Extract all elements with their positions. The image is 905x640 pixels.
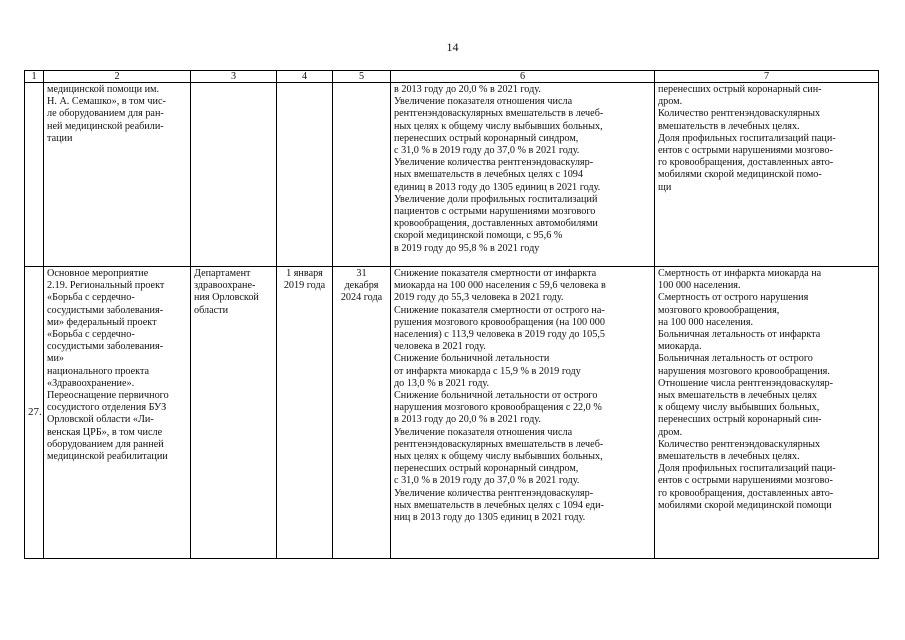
text-line: рентгенэндоваскулярных вмешательств в лечеб- (394, 438, 604, 450)
text-line: Снижение больничной летальности (394, 353, 550, 365)
table-row (25, 83, 879, 267)
text-line: Увеличение доли профильных госпитализаций (394, 193, 598, 205)
text-line: Переоснащение первичного (47, 390, 169, 402)
row-number-cell (25, 83, 44, 267)
text-line: венская ЦРБ», в том числе (47, 426, 163, 438)
text-line: Увеличение количества рентгенэндоваскуляр- (394, 487, 594, 499)
text-line: 2.19. Региональный проект (47, 280, 165, 292)
text-line: ентов с острыми нарушениями мозгово- (658, 475, 833, 487)
text-line: рушения мозгового кровообращения (на 100 000 (394, 316, 605, 328)
text-line: в 2013 году до 20,0 % в 2021 году. (394, 84, 541, 95)
text-line: медицинской реабилитации (47, 451, 168, 463)
text-line: здравоохране- (194, 280, 256, 292)
text-line: ентов с острыми нарушениями мозгово- (658, 145, 833, 157)
text-line: Увеличение показателя отношения числа (394, 426, 573, 438)
text-line: ных целях к общему числу выбывших больных, (394, 451, 603, 463)
text-line: перенесших острый коронарный синдром, (394, 463, 579, 475)
text-line: рентгенэндоваскулярных вмешательств в лечеб- (394, 108, 604, 120)
text-line: сосудистого отделения БУЗ (47, 402, 167, 414)
text-line: «Здравоохранение». (47, 377, 135, 389)
text-line: Орловской области «Ли- (47, 414, 154, 426)
text-line: Снижение больничной летальности от острого (394, 390, 598, 402)
text-line: оборудованием для ранней (47, 438, 164, 450)
text-line: 2019 году до 55,3 человека в 2021 году. (394, 292, 564, 304)
executor-cell (191, 83, 277, 267)
text-line: национального проекта (47, 365, 150, 377)
text-line: «Борьба с сердечно- (47, 292, 135, 304)
text-line: го кровообращения, доставленных авто- (658, 487, 834, 499)
page-number: 14 (446, 40, 459, 54)
text-line: ми» (47, 353, 64, 365)
text-line: Основное мероприятие (47, 268, 149, 279)
header-cell: 4 (277, 71, 333, 83)
text-line: единиц в 2013 году до 1305 единиц в 2021 году. (394, 181, 601, 193)
text-line: Количество рентгенэндоваскулярных (658, 438, 821, 450)
text-line: 100 000 населения. (658, 280, 741, 292)
text-line: вмешательств в лечебных целях. (658, 451, 800, 463)
table-header-row (25, 71, 879, 83)
text-line: Смертность от инфаркта миокарда на (658, 268, 822, 279)
end-date-cell (333, 83, 391, 267)
text-line: 2019 года (283, 280, 326, 292)
text-line: ния Орловской (194, 292, 259, 304)
text-line: Н. А. Семашко», в том чис- (47, 96, 166, 108)
text-line: к общему числу выбывших больных, (658, 402, 820, 414)
text-line: Доля профильных госпитализаций паци- (658, 463, 836, 475)
header-cell: 3 (191, 71, 277, 83)
text-line: Увеличение количества рентгенэндоваскуляр- (394, 157, 594, 169)
text-line: кровообращения, доставленных автомобилями (394, 218, 598, 230)
text-line: до 13,0 % в 2021 году. (394, 377, 490, 389)
text-line: от инфаркта миокарда с 15,9 % в 2019 году (394, 365, 581, 377)
text-line: Доля профильных госпитализаций паци- (658, 132, 836, 144)
text-line: дром. (658, 426, 683, 438)
text-line: вмешательств в лечебных целях. (658, 120, 800, 132)
text-line: миокарда на 100 000 населения с 59,6 человека в (394, 280, 606, 292)
text-line: 1 января (286, 268, 323, 279)
text-line: миокарда. (658, 341, 702, 353)
text-line: Больничная летальность от острого (658, 353, 813, 365)
text-line: Увеличение показателя отношения числа (394, 96, 573, 108)
text-line: ных вмешательств в лечебных целях (658, 390, 817, 402)
text-line: перенесших острый коронарный син- (658, 414, 822, 426)
text-line: Снижение показателя смертности от инфаркта (394, 268, 597, 279)
text-line: ных целях к общему числу выбывших больных, (394, 120, 603, 132)
measure-name-cell (44, 83, 191, 267)
indicator-cell (655, 83, 879, 267)
text-line: 2024 года (340, 292, 383, 304)
start-date-cell (277, 267, 333, 559)
text-line: перенесших острый коронарный син- (658, 84, 822, 95)
text-line: тации (47, 132, 73, 144)
text-line: скорой медицинской помощи, с 95,6 % (394, 230, 563, 242)
text-line: с 31,0 % в 2019 году до 37,0 % в 2021 году. (394, 475, 580, 487)
expected-result-cell (391, 83, 655, 267)
text-line: декабря (344, 280, 379, 292)
text-line: Снижение показателя смертности от острого на- (394, 304, 605, 316)
expected-result-cell (391, 267, 655, 559)
text-line: ней медицинской реабили- (47, 120, 164, 132)
text-line: мозгового кровообращения, (658, 304, 780, 316)
text-line: населения) с 113,9 человека в 2019 году до 105,5 (394, 329, 605, 341)
text-line: в 2013 году до 20,0 % в 2021 году. (394, 414, 541, 426)
header-cell: 6 (391, 71, 655, 83)
text-line: перенесших острый коронарный синдром, (394, 132, 579, 144)
text-line: нарушения мозгового кровообращения с 22,0 % (394, 402, 602, 414)
text-line: человека в 2021 году. (394, 341, 486, 353)
row-number-cell: 27. (25, 267, 44, 559)
text-line: ми» федеральный проект (47, 316, 157, 328)
text-line: области (194, 304, 229, 316)
text-line: щи (658, 181, 672, 193)
end-date-cell (333, 267, 391, 559)
text-line: «Борьба с сердечно- (47, 329, 135, 341)
text-line: мобилями скорой медицинской помощи (658, 499, 832, 511)
measures-table (24, 70, 879, 559)
text-line: сосудистыми заболевания- (47, 304, 164, 316)
executor-cell (191, 267, 277, 559)
indicator-cell (655, 267, 879, 559)
header-cell: 2 (44, 71, 191, 83)
text-line: Отношение числа рентгенэндоваскуляр- (658, 377, 834, 389)
header-cell: 7 (655, 71, 879, 83)
table-row (25, 267, 879, 559)
text-line: медицинской помощи им. (47, 84, 160, 95)
text-line: 31 (356, 268, 367, 279)
text-line: нарушения мозгового кровообращения. (658, 365, 830, 377)
text-line: на 100 000 населения. (658, 316, 754, 328)
text-line: Смертность от острого нарушения (658, 292, 809, 304)
measure-name-cell (44, 267, 191, 559)
text-line: ных вмешательств в лечебных целях с 1094 (394, 169, 583, 181)
header-cell: 5 (333, 71, 391, 83)
text-line: ных вмешательств в лечебных целях с 1094 еди- (394, 499, 604, 511)
text-line: в 2019 году до 95,8 % в 2021 году (394, 242, 540, 254)
text-line: мобилями скорой медицинской помо- (658, 169, 822, 181)
text-line: Количество рентгенэндоваскулярных (658, 108, 821, 120)
text-line: ле оборудованием для ран- (47, 108, 164, 120)
text-line: сосудистыми заболевания- (47, 341, 164, 353)
text-line: дром. (658, 96, 683, 108)
text-line: с 31,0 % в 2019 году до 37,0 % в 2021 году. (394, 145, 580, 157)
text-line: Больничная летальность от инфаркта (658, 329, 821, 341)
start-date-cell (277, 83, 333, 267)
text-line: ниц в 2013 году до 1305 единиц в 2021 году. (394, 512, 586, 524)
text-line: го кровообращения, доставленных авто- (658, 157, 834, 169)
text-line: пациентов с острыми нарушениями мозгового (394, 206, 596, 218)
text-line: Департамент (194, 268, 251, 279)
header-cell: 1 (25, 71, 44, 83)
